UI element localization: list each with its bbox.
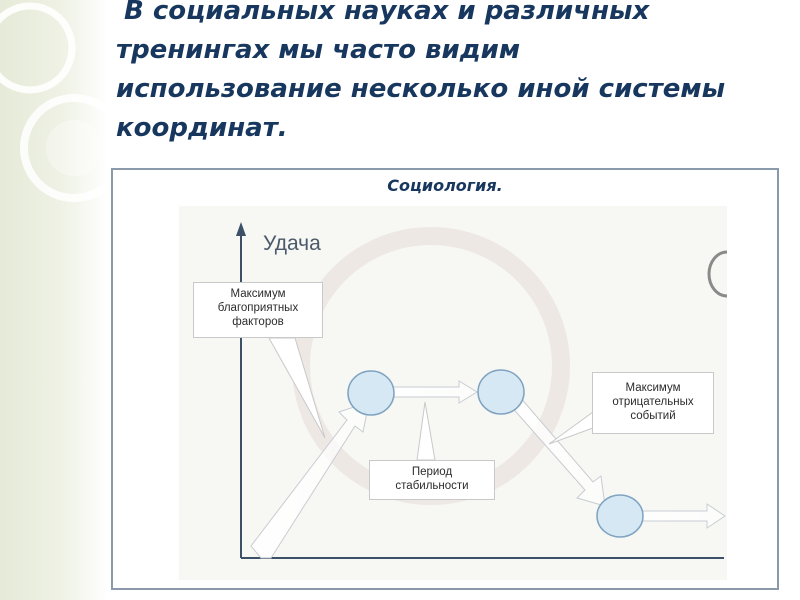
node-peak-1 (348, 371, 394, 415)
pointer-stability (417, 402, 435, 460)
callout-negative-line-1: Максимум (625, 382, 681, 394)
y-axis-label: Удача (263, 232, 321, 255)
luck-diagram (179, 206, 727, 580)
heading-line-1: В социальных науках и различных (124, 0, 650, 26)
heading-line-3: использование несколько иной системы (116, 74, 726, 104)
slide-heading (116, 0, 796, 148)
decorative-side-strip (0, 0, 108, 600)
pointer-favorable (269, 338, 325, 438)
heading-line-4: координат. (116, 113, 288, 143)
callout-max-favorable (193, 282, 323, 338)
frame-title: Социология. (387, 176, 503, 195)
callout-negative-line-3: событий (630, 410, 676, 422)
callout-favorable-line-1: Максимум (230, 288, 286, 300)
decorative-circles-icon (0, 0, 108, 600)
node-peak-2 (478, 370, 524, 414)
callout-favorable-line-3: факторов (232, 316, 284, 328)
flat-arrow (391, 381, 477, 403)
callout-negative-line-2: отрицательных (612, 396, 694, 408)
y-axis-arrow-icon (236, 222, 246, 236)
node-partial-edge (709, 252, 727, 296)
callout-favorable-line-2: благоприятных (217, 302, 299, 314)
callout-stability-line-2: стабильности (395, 480, 469, 492)
callout-stability-line-1: Период (411, 466, 453, 478)
callout-stability (369, 460, 495, 500)
callout-max-negative (592, 372, 714, 434)
heading-line-2: тренингах мы часто видим (116, 35, 521, 65)
final-arrow (635, 504, 725, 528)
node-low (597, 495, 643, 537)
